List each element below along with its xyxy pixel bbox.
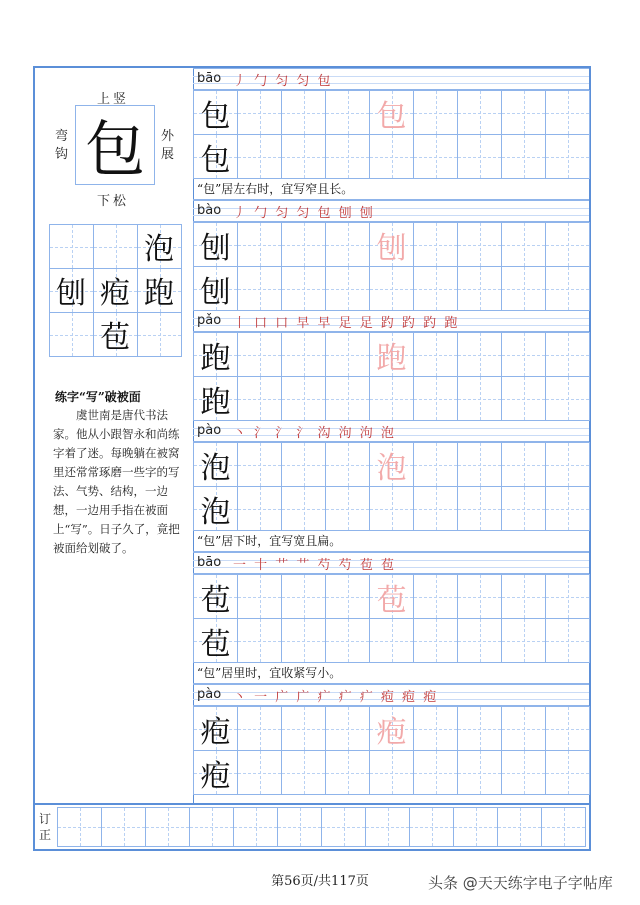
practice-cell[interactable] [501, 332, 546, 377]
correction-cell[interactable] [277, 807, 322, 847]
practice-cell[interactable] [281, 442, 326, 487]
correction-cell[interactable] [101, 807, 146, 847]
pinyin: pào [197, 687, 222, 702]
practice-cell[interactable] [193, 134, 238, 179]
practice-cell[interactable] [369, 442, 414, 487]
correction-grid [57, 807, 585, 847]
practice-cell[interactable] [325, 134, 370, 179]
practice-cell[interactable] [237, 222, 282, 267]
related-char-text: 苞 [100, 320, 130, 355]
model-char: 刨 [200, 274, 231, 310]
model-char: 跑 [200, 340, 231, 376]
stroke-sequence: 丶 氵 氵 氵 沟 泃 泃 泡 [233, 426, 396, 441]
model-char: 包 [200, 142, 231, 178]
stroke-order-row [193, 68, 589, 90]
related-grid-cell [93, 224, 138, 269]
practice-cell[interactable] [413, 486, 458, 531]
practice-cell[interactable] [501, 376, 546, 421]
practice-cell[interactable] [457, 442, 502, 487]
practice-cell[interactable] [325, 574, 370, 619]
practice-cell[interactable] [413, 90, 458, 135]
practice-cell[interactable] [369, 574, 414, 619]
practice-cell[interactable] [545, 332, 590, 377]
practice-cell[interactable] [237, 486, 282, 531]
practice-cell[interactable] [501, 486, 546, 531]
correction-cell[interactable] [409, 807, 454, 847]
practice-cell[interactable] [457, 222, 502, 267]
practice-cell[interactable] [545, 266, 590, 311]
practice-cell[interactable] [501, 618, 546, 663]
practice-cell[interactable] [413, 618, 458, 663]
writing-tip: “包”居左右时，宜写窄且长。 [193, 178, 589, 200]
practice-cell[interactable] [193, 222, 238, 267]
correction-cell[interactable] [541, 807, 586, 847]
story-title: 练字“写”破被面 [55, 390, 141, 404]
practice-cell[interactable] [281, 332, 326, 377]
practice-cell[interactable] [237, 706, 282, 751]
practice-cell[interactable] [501, 574, 546, 619]
practice-cell[interactable] [369, 222, 414, 267]
practice-cell[interactable] [237, 134, 282, 179]
practice-cell[interactable] [501, 442, 546, 487]
model-char: 疱 [200, 758, 231, 794]
practice-cell[interactable] [501, 706, 546, 751]
practice-cell[interactable] [281, 486, 326, 531]
pinyin: bāo [197, 555, 222, 570]
practice-cell[interactable] [413, 332, 458, 377]
practice-cell[interactable] [193, 486, 238, 531]
practice-cell[interactable] [281, 266, 326, 311]
model-char: 跑 [200, 384, 231, 420]
practice-cell[interactable] [325, 222, 370, 267]
related-grid-cell [49, 224, 94, 269]
practice-cell[interactable] [193, 618, 238, 663]
correction-row [35, 803, 589, 851]
trace-char: 包 [376, 98, 407, 134]
practice-cell[interactable] [193, 90, 238, 135]
practice-cell[interactable] [413, 266, 458, 311]
correction-label-2: 正 [39, 828, 52, 842]
correction-cell[interactable] [57, 807, 102, 847]
practice-cell[interactable] [237, 376, 282, 421]
practice-cell[interactable] [369, 134, 414, 179]
page-footer: 第56页/共117页 [271, 874, 369, 889]
practice-cell[interactable] [457, 750, 502, 795]
correction-cell[interactable] [145, 807, 190, 847]
practice-cell[interactable] [193, 266, 238, 311]
model-char: 苞 [200, 582, 231, 618]
practice-cell[interactable] [413, 706, 458, 751]
pinyin: bào [197, 203, 222, 218]
correction-cell[interactable] [453, 807, 498, 847]
trace-char: 刨 [376, 230, 407, 266]
practice-cell[interactable] [281, 222, 326, 267]
related-char-text: 跑 [144, 276, 174, 311]
structure-right-label: 外展 [161, 129, 175, 162]
stroke-sequence: 一 十 艹 艹 芍 芍 苞 苞 [233, 558, 396, 573]
practice-cell[interactable] [457, 486, 502, 531]
practice-cell[interactable] [413, 222, 458, 267]
practice-cell[interactable] [325, 332, 370, 377]
trace-char: 疱 [376, 714, 407, 750]
story-text: 虞世南是唐代书法家。他从小跟智永和尚练字着了迷。每晚躺在被窝里还常常琢磨一些字的写法、气势、结构，一边想，一边用手指在被面上“写”。日子久了，竟把被面给划破了。 [53, 408, 180, 555]
correction-cell[interactable] [365, 807, 410, 847]
stroke-order-row [193, 310, 589, 332]
stroke-order-row [193, 684, 589, 706]
structure-bottom-label: 下松 [97, 194, 130, 209]
correction-cell[interactable] [321, 807, 366, 847]
practice-cell[interactable] [369, 90, 414, 135]
practice-cell[interactable] [281, 574, 326, 619]
practice-cell[interactable] [457, 134, 502, 179]
related-grid-cell [137, 312, 182, 357]
practice-cell[interactable] [237, 332, 282, 377]
practice-cell[interactable] [457, 266, 502, 311]
practice-cell[interactable] [369, 750, 414, 795]
correction-cell[interactable] [497, 807, 542, 847]
practice-cell[interactable] [545, 618, 590, 663]
practice-cell[interactable] [545, 134, 590, 179]
practice-cell[interactable] [193, 574, 238, 619]
practice-cell[interactable] [501, 222, 546, 267]
practice-cell[interactable] [457, 376, 502, 421]
structure-char-box [75, 105, 155, 185]
practice-cell[interactable] [545, 574, 590, 619]
practice-cell[interactable] [193, 442, 238, 487]
practice-cell[interactable] [325, 90, 370, 135]
related-char [137, 224, 181, 268]
practice-cell[interactable] [545, 90, 590, 135]
model-char: 泡 [200, 494, 231, 530]
practice-cell[interactable] [281, 134, 326, 179]
practice-cell[interactable] [193, 750, 238, 795]
writing-tip: “包”居下时，宜写宽且扁。 [193, 530, 589, 552]
practice-cell[interactable] [193, 706, 238, 751]
practice-cell[interactable] [457, 706, 502, 751]
related-chars-grid [49, 224, 181, 356]
pinyin: pǎo [197, 313, 222, 328]
practice-cell[interactable] [369, 266, 414, 311]
practice-cell[interactable] [369, 376, 414, 421]
practice-cell[interactable] [413, 134, 458, 179]
practice-cell[interactable] [413, 750, 458, 795]
trace-char: 苞 [376, 582, 407, 618]
stroke-sequence: 丶 一 广 广 疒 疒 疒 疱 疱 疱 [233, 690, 439, 705]
practice-cell[interactable] [281, 90, 326, 135]
practice-cell[interactable] [413, 574, 458, 619]
model-char: 泡 [200, 450, 231, 486]
practice-cell[interactable] [545, 706, 590, 751]
stroke-order-row [193, 200, 589, 222]
practice-cell[interactable] [193, 376, 238, 421]
worksheet-frame [33, 66, 591, 851]
practice-cell[interactable] [369, 486, 414, 531]
correction-label [39, 811, 55, 843]
practice-cell[interactable] [545, 442, 590, 487]
practice-cell[interactable] [457, 618, 502, 663]
practice-cell[interactable] [501, 266, 546, 311]
pinyin: pào [197, 423, 222, 438]
correction-label-1: 订 [39, 812, 52, 826]
practice-cell[interactable] [545, 222, 590, 267]
practice-cell[interactable] [325, 266, 370, 311]
model-char: 疱 [200, 714, 231, 750]
practice-cell[interactable] [237, 266, 282, 311]
practice-cell[interactable] [501, 134, 546, 179]
trace-char: 泡 [376, 450, 407, 486]
related-char [93, 268, 137, 312]
model-char: 苞 [200, 626, 231, 662]
stroke-sequence: 丿 勹 匀 匀 包 [233, 74, 333, 89]
model-char: 刨 [200, 230, 231, 266]
related-char-text: 刨 [56, 276, 86, 311]
practice-cell[interactable] [545, 486, 590, 531]
practice-cell[interactable] [369, 618, 414, 663]
practice-cell[interactable] [237, 442, 282, 487]
practice-cell[interactable] [369, 332, 414, 377]
correction-cell[interactable] [233, 807, 278, 847]
stroke-order-row [193, 552, 589, 574]
related-char-text: 泡 [144, 232, 174, 267]
practice-cell[interactable] [325, 750, 370, 795]
practice-cell[interactable] [281, 618, 326, 663]
related-char [49, 268, 93, 312]
practice-cell[interactable] [325, 618, 370, 663]
practice-cell[interactable] [545, 750, 590, 795]
practice-cell[interactable] [545, 376, 590, 421]
pinyin: bāo [197, 71, 222, 86]
stroke-order-row [193, 420, 589, 442]
structure-left-label: 弯钩 [55, 129, 69, 162]
practice-cell[interactable] [413, 376, 458, 421]
practice-cell[interactable] [457, 574, 502, 619]
practice-cell[interactable] [325, 706, 370, 751]
practice-cell[interactable] [281, 376, 326, 421]
practice-cell[interactable] [325, 376, 370, 421]
structure-top-label: 上竖 [97, 92, 130, 107]
practice-cell[interactable] [237, 574, 282, 619]
practice-cell[interactable] [237, 90, 282, 135]
practice-cell[interactable] [193, 332, 238, 377]
stroke-sequence: 丿 勹 匀 匀 包 刨 刨 [233, 206, 375, 221]
practice-cell[interactable] [325, 442, 370, 487]
practice-cell[interactable] [369, 706, 414, 751]
practice-cell[interactable] [457, 332, 502, 377]
practice-cell[interactable] [501, 90, 546, 135]
related-char [137, 268, 181, 312]
watermark: 头条 @天天练字电子字帖库 [428, 874, 613, 892]
trace-char: 跑 [376, 340, 407, 376]
writing-tip: “包”居里时，宜收紧写小。 [193, 662, 589, 684]
practice-cell[interactable] [325, 486, 370, 531]
left-panel [35, 68, 194, 803]
practice-cell[interactable] [281, 706, 326, 751]
practice-cell[interactable] [501, 750, 546, 795]
practice-cell[interactable] [237, 750, 282, 795]
model-char: 包 [200, 98, 231, 134]
practice-cell[interactable] [413, 442, 458, 487]
stroke-sequence: 丨 口 口 早 早 足 足 趵 趵 趵 跑 [233, 316, 460, 331]
practice-cell[interactable] [457, 90, 502, 135]
related-grid-cell [49, 312, 94, 357]
correction-cell[interactable] [189, 807, 234, 847]
structure-char: 包 [85, 115, 145, 185]
related-char-text: 疱 [100, 276, 130, 311]
practice-cell[interactable] [281, 750, 326, 795]
practice-cell[interactable] [237, 618, 282, 663]
practice-panel [193, 68, 589, 803]
related-char [93, 312, 137, 356]
